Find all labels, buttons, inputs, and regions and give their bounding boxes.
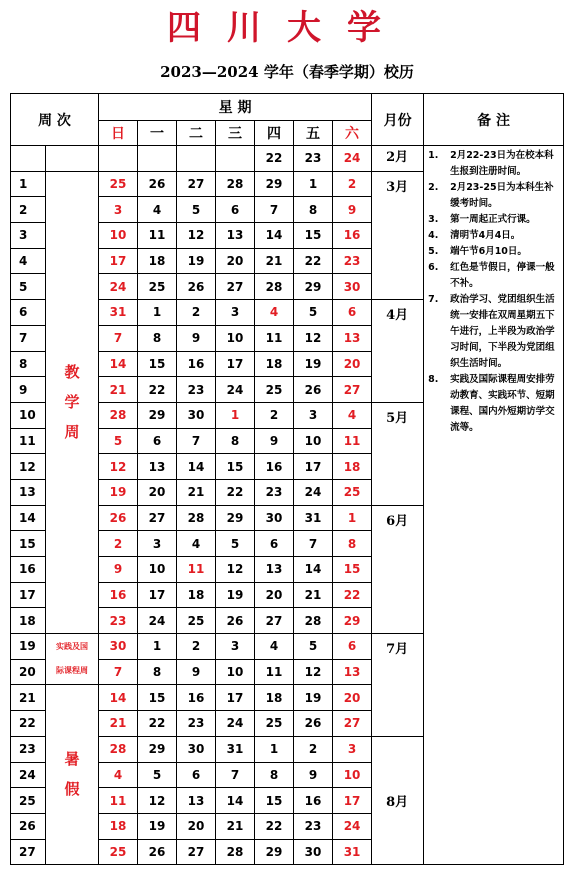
day-cell: 23 <box>99 608 138 634</box>
day-cell: 4 <box>255 634 294 660</box>
day-cell: 15 <box>255 788 294 814</box>
day-cell: 28 <box>177 505 216 531</box>
day-cell: 24 <box>216 377 255 403</box>
week-number: 11 <box>11 428 46 454</box>
day-cell: 28 <box>294 608 333 634</box>
day-cell: 18 <box>255 351 294 377</box>
day-cell: 27 <box>216 274 255 300</box>
day-cell: 22 <box>294 248 333 274</box>
day-cell: 11 <box>177 557 216 583</box>
pre-day-cell <box>99 146 138 172</box>
day-cell: 11 <box>255 325 294 351</box>
day-cell: 18 <box>177 582 216 608</box>
day-cell: 19 <box>216 582 255 608</box>
day-cell: 12 <box>294 325 333 351</box>
day-cell: 13 <box>216 223 255 249</box>
month-cell: 8月 <box>372 736 424 864</box>
day-cell: 3 <box>216 300 255 326</box>
day-cell: 3 <box>99 197 138 223</box>
note-number: 8. <box>428 374 439 385</box>
week-number: 15 <box>11 531 46 557</box>
day-cell: 24 <box>216 711 255 737</box>
day-cell: 27 <box>333 711 372 737</box>
day-cell: 10 <box>216 325 255 351</box>
day-cell: 22 <box>138 377 177 403</box>
day-cell: 31 <box>333 839 372 865</box>
note-item <box>428 212 559 228</box>
day-cell: 25 <box>255 377 294 403</box>
day-cell: 28 <box>216 839 255 865</box>
day-cell: 29 <box>216 505 255 531</box>
category-char: 暑 <box>64 750 80 769</box>
day-cell: 26 <box>138 839 177 865</box>
day-cell: 5 <box>216 531 255 557</box>
day-cell: 3 <box>333 736 372 762</box>
day-cell: 7 <box>294 531 333 557</box>
day-cell: 9 <box>99 557 138 583</box>
day-cell: 16 <box>294 788 333 814</box>
pre-day-cell <box>216 146 255 172</box>
week-number: 13 <box>11 479 46 505</box>
note-item <box>428 180 559 212</box>
week-number: 23 <box>11 736 46 762</box>
day-cell: 16 <box>333 223 372 249</box>
day-cell: 7 <box>99 325 138 351</box>
day-cell: 1 <box>138 300 177 326</box>
day-cell: 30 <box>333 274 372 300</box>
note-number: 5. <box>428 246 439 257</box>
pre-day-cell <box>177 146 216 172</box>
day-cell: 15 <box>294 223 333 249</box>
note-number: 6. <box>428 262 439 273</box>
day-cell: 13 <box>177 788 216 814</box>
pre-day-cell: 22 <box>255 146 294 172</box>
day-cell: 15 <box>216 454 255 480</box>
week-number: 21 <box>11 685 46 711</box>
day-cell: 15 <box>138 685 177 711</box>
notes-header: 备 注 <box>424 94 564 146</box>
pre-day-cell: 23 <box>294 146 333 172</box>
day-cell: 13 <box>255 557 294 583</box>
day-cell: 4 <box>177 531 216 557</box>
month-cell: 6月 <box>372 505 424 633</box>
day-cell: 18 <box>138 248 177 274</box>
category-cell <box>46 171 99 633</box>
day-cell: 9 <box>255 428 294 454</box>
day-cell: 30 <box>177 402 216 428</box>
calendar-table <box>10 93 564 865</box>
day-cell: 8 <box>138 325 177 351</box>
day-cell: 1 <box>333 505 372 531</box>
day-cell: 20 <box>138 479 177 505</box>
week-number: 10 <box>11 402 46 428</box>
day-cell: 23 <box>177 711 216 737</box>
day-header-5: 五 <box>294 121 333 146</box>
day-cell: 2 <box>294 736 333 762</box>
note-item <box>428 260 559 292</box>
day-cell: 14 <box>216 788 255 814</box>
day-cell: 22 <box>333 582 372 608</box>
day-cell: 17 <box>216 685 255 711</box>
day-cell: 26 <box>216 608 255 634</box>
day-cell: 6 <box>138 428 177 454</box>
day-cell: 14 <box>99 685 138 711</box>
day-cell: 10 <box>333 762 372 788</box>
day-cell: 30 <box>255 505 294 531</box>
week-number: 24 <box>11 762 46 788</box>
day-cell: 11 <box>333 428 372 454</box>
note-text: 2月23-25日为本科生补缓考时间。 <box>450 182 554 209</box>
day-cell: 1 <box>255 736 294 762</box>
day-cell: 29 <box>255 171 294 197</box>
day-cell: 1 <box>216 402 255 428</box>
note-text: 实践及国际课程周安排劳动教育、实践环节、短期课程、国内外短期访学交流等。 <box>450 374 555 433</box>
day-header-4: 四 <box>255 121 294 146</box>
day-cell: 19 <box>177 248 216 274</box>
day-cell: 9 <box>177 659 216 685</box>
note-item <box>428 244 559 260</box>
day-cell: 19 <box>294 685 333 711</box>
day-cell: 8 <box>216 428 255 454</box>
day-cell: 8 <box>333 531 372 557</box>
day-cell: 2 <box>333 171 372 197</box>
day-cell: 23 <box>294 813 333 839</box>
week-header: 周 次 <box>11 94 99 146</box>
day-cell: 7 <box>255 197 294 223</box>
day-cell: 1 <box>138 634 177 660</box>
day-cell: 30 <box>177 736 216 762</box>
week-number: 2 <box>11 197 46 223</box>
weekday-header: 星 期 <box>99 94 372 121</box>
day-cell: 27 <box>333 377 372 403</box>
day-header-6: 六 <box>333 121 372 146</box>
category-char: 学 <box>64 392 80 411</box>
day-cell: 12 <box>294 659 333 685</box>
month-cell: 7月 <box>372 634 424 737</box>
note-item <box>428 148 559 180</box>
week-number: 12 <box>11 454 46 480</box>
day-cell: 6 <box>333 300 372 326</box>
day-cell: 21 <box>255 248 294 274</box>
note-text: 2月22-23日为在校本科生报到注册时间。 <box>450 150 554 177</box>
note-item <box>428 228 559 244</box>
category-cell <box>46 685 99 865</box>
month-cell: 3月 <box>372 171 424 299</box>
day-cell: 26 <box>99 505 138 531</box>
day-cell: 18 <box>333 454 372 480</box>
day-cell: 7 <box>216 762 255 788</box>
day-cell: 6 <box>177 762 216 788</box>
day-cell: 18 <box>99 813 138 839</box>
day-cell: 29 <box>138 736 177 762</box>
day-cell: 20 <box>333 351 372 377</box>
week-number: 8 <box>11 351 46 377</box>
category-char: 教 <box>64 362 80 381</box>
day-cell: 20 <box>216 248 255 274</box>
day-cell: 15 <box>138 351 177 377</box>
day-cell: 19 <box>99 479 138 505</box>
week-number: 22 <box>11 711 46 737</box>
day-cell: 26 <box>177 274 216 300</box>
day-cell: 8 <box>294 197 333 223</box>
week-number: 16 <box>11 557 46 583</box>
day-cell: 29 <box>255 839 294 865</box>
day-cell: 4 <box>99 762 138 788</box>
month-cell: 5月 <box>372 402 424 505</box>
day-cell: 7 <box>99 659 138 685</box>
day-cell: 30 <box>99 634 138 660</box>
day-cell: 23 <box>255 479 294 505</box>
week-number: 6 <box>11 300 46 326</box>
day-cell: 7 <box>177 428 216 454</box>
day-cell: 25 <box>138 274 177 300</box>
day-cell: 6 <box>255 531 294 557</box>
day-cell: 9 <box>333 197 372 223</box>
category-line: 际课程周 <box>56 666 88 676</box>
day-cell: 16 <box>177 351 216 377</box>
day-cell: 14 <box>99 351 138 377</box>
day-cell: 16 <box>99 582 138 608</box>
week-number: 1 <box>11 171 46 197</box>
day-cell: 25 <box>99 171 138 197</box>
day-cell: 24 <box>138 608 177 634</box>
day-cell: 25 <box>333 479 372 505</box>
day-cell: 9 <box>177 325 216 351</box>
day-cell: 20 <box>333 685 372 711</box>
day-cell: 10 <box>294 428 333 454</box>
day-cell: 10 <box>216 659 255 685</box>
week-number: 25 <box>11 788 46 814</box>
note-number: 4. <box>428 230 439 241</box>
note-item <box>428 372 559 436</box>
university-logo: 四川大学 <box>167 8 407 48</box>
day-cell: 23 <box>177 377 216 403</box>
day-cell: 17 <box>138 582 177 608</box>
day-cell: 3 <box>138 531 177 557</box>
day-cell: 8 <box>255 762 294 788</box>
day-cell: 26 <box>294 377 333 403</box>
day-cell: 17 <box>333 788 372 814</box>
day-header-1: 一 <box>138 121 177 146</box>
day-cell: 18 <box>255 685 294 711</box>
day-cell: 28 <box>99 736 138 762</box>
day-cell: 5 <box>177 197 216 223</box>
day-cell: 13 <box>333 659 372 685</box>
week-number: 4 <box>11 248 46 274</box>
day-cell: 25 <box>177 608 216 634</box>
day-cell: 31 <box>294 505 333 531</box>
day-cell: 2 <box>99 531 138 557</box>
day-cell: 4 <box>255 300 294 326</box>
day-cell: 25 <box>255 711 294 737</box>
day-cell: 21 <box>294 582 333 608</box>
day-cell: 22 <box>216 479 255 505</box>
month-header: 月份 <box>372 94 424 146</box>
day-cell: 28 <box>99 402 138 428</box>
note-item <box>428 292 559 372</box>
note-number: 3. <box>428 214 439 225</box>
day-cell: 5 <box>294 634 333 660</box>
day-cell: 24 <box>294 479 333 505</box>
note-number: 1. <box>428 150 439 161</box>
day-header-3: 三 <box>216 121 255 146</box>
day-cell: 8 <box>138 659 177 685</box>
week-number: 7 <box>11 325 46 351</box>
day-cell: 2 <box>177 300 216 326</box>
day-cell: 17 <box>99 248 138 274</box>
category-cell <box>46 634 99 685</box>
note-text: 第一周起正式行课。 <box>450 214 536 225</box>
day-cell: 4 <box>333 402 372 428</box>
pre-category-cell <box>46 146 99 172</box>
note-text: 政治学习、党团组织生活统一安排在双周星期五下午进行，上半段为政治学习时间，下半段为党团组织生活时间。 <box>450 294 555 369</box>
day-cell: 15 <box>333 557 372 583</box>
day-cell: 12 <box>177 223 216 249</box>
day-cell: 24 <box>99 274 138 300</box>
day-cell: 27 <box>177 839 216 865</box>
week-number: 26 <box>11 813 46 839</box>
day-cell: 11 <box>255 659 294 685</box>
day-cell: 28 <box>255 274 294 300</box>
day-cell: 14 <box>255 223 294 249</box>
day-cell: 31 <box>216 736 255 762</box>
page-title: 2023—2024 学年（春季学期）校历 <box>160 63 414 81</box>
pre-day-cell: 24 <box>333 146 372 172</box>
day-header-0: 日 <box>99 121 138 146</box>
day-cell: 16 <box>177 685 216 711</box>
week-number: 14 <box>11 505 46 531</box>
day-cell: 29 <box>333 608 372 634</box>
day-cell: 25 <box>99 839 138 865</box>
day-cell: 11 <box>99 788 138 814</box>
day-cell: 24 <box>333 813 372 839</box>
day-cell: 27 <box>177 171 216 197</box>
note-number: 2. <box>428 182 439 193</box>
week-number: 27 <box>11 839 46 865</box>
day-cell: 31 <box>99 300 138 326</box>
day-cell: 27 <box>138 505 177 531</box>
day-cell: 2 <box>177 634 216 660</box>
month-cell: 2月 <box>372 146 424 172</box>
week-number: 17 <box>11 582 46 608</box>
day-cell: 12 <box>138 788 177 814</box>
day-cell: 11 <box>138 223 177 249</box>
day-cell: 19 <box>138 813 177 839</box>
day-cell: 28 <box>216 171 255 197</box>
note-text: 端午节6月10日。 <box>450 246 527 257</box>
day-cell: 14 <box>177 454 216 480</box>
day-cell: 29 <box>138 402 177 428</box>
day-cell: 26 <box>294 711 333 737</box>
day-cell: 9 <box>294 762 333 788</box>
category-line: 实践及国 <box>56 642 88 652</box>
month-cell: 4月 <box>372 300 424 403</box>
week-number: 3 <box>11 223 46 249</box>
day-cell: 6 <box>216 197 255 223</box>
pre-week-cell <box>11 146 46 172</box>
week-number: 18 <box>11 608 46 634</box>
day-cell: 23 <box>333 248 372 274</box>
day-cell: 14 <box>294 557 333 583</box>
day-cell: 26 <box>138 171 177 197</box>
week-number: 20 <box>11 659 46 685</box>
day-cell: 10 <box>99 223 138 249</box>
day-cell: 17 <box>294 454 333 480</box>
note-number: 7. <box>428 294 439 305</box>
note-text: 红色是节假日，停课一般不补。 <box>450 262 555 289</box>
day-cell: 5 <box>99 428 138 454</box>
day-cell: 30 <box>294 839 333 865</box>
day-cell: 19 <box>294 351 333 377</box>
day-cell: 6 <box>333 634 372 660</box>
day-cell: 22 <box>255 813 294 839</box>
day-cell: 13 <box>138 454 177 480</box>
category-char: 假 <box>64 780 80 799</box>
day-cell: 20 <box>177 813 216 839</box>
notes-cell <box>424 146 564 865</box>
day-cell: 4 <box>138 197 177 223</box>
day-cell: 5 <box>138 762 177 788</box>
day-header-2: 二 <box>177 121 216 146</box>
category-char: 周 <box>64 422 80 441</box>
day-cell: 3 <box>216 634 255 660</box>
day-cell: 22 <box>138 711 177 737</box>
week-number: 9 <box>11 377 46 403</box>
day-cell: 27 <box>255 608 294 634</box>
day-cell: 12 <box>216 557 255 583</box>
day-cell: 1 <box>294 171 333 197</box>
day-cell: 29 <box>294 274 333 300</box>
day-cell: 17 <box>216 351 255 377</box>
day-cell: 5 <box>294 300 333 326</box>
week-number: 19 <box>11 634 46 660</box>
day-cell: 21 <box>216 813 255 839</box>
day-cell: 21 <box>99 711 138 737</box>
day-cell: 20 <box>255 582 294 608</box>
note-text: 清明节4月4日。 <box>450 230 521 241</box>
day-cell: 16 <box>255 454 294 480</box>
day-cell: 21 <box>99 377 138 403</box>
day-cell: 10 <box>138 557 177 583</box>
day-cell: 21 <box>177 479 216 505</box>
day-cell: 13 <box>333 325 372 351</box>
day-cell: 2 <box>255 402 294 428</box>
pre-day-cell <box>138 146 177 172</box>
week-number: 5 <box>11 274 46 300</box>
day-cell: 3 <box>294 402 333 428</box>
day-cell: 12 <box>99 454 138 480</box>
